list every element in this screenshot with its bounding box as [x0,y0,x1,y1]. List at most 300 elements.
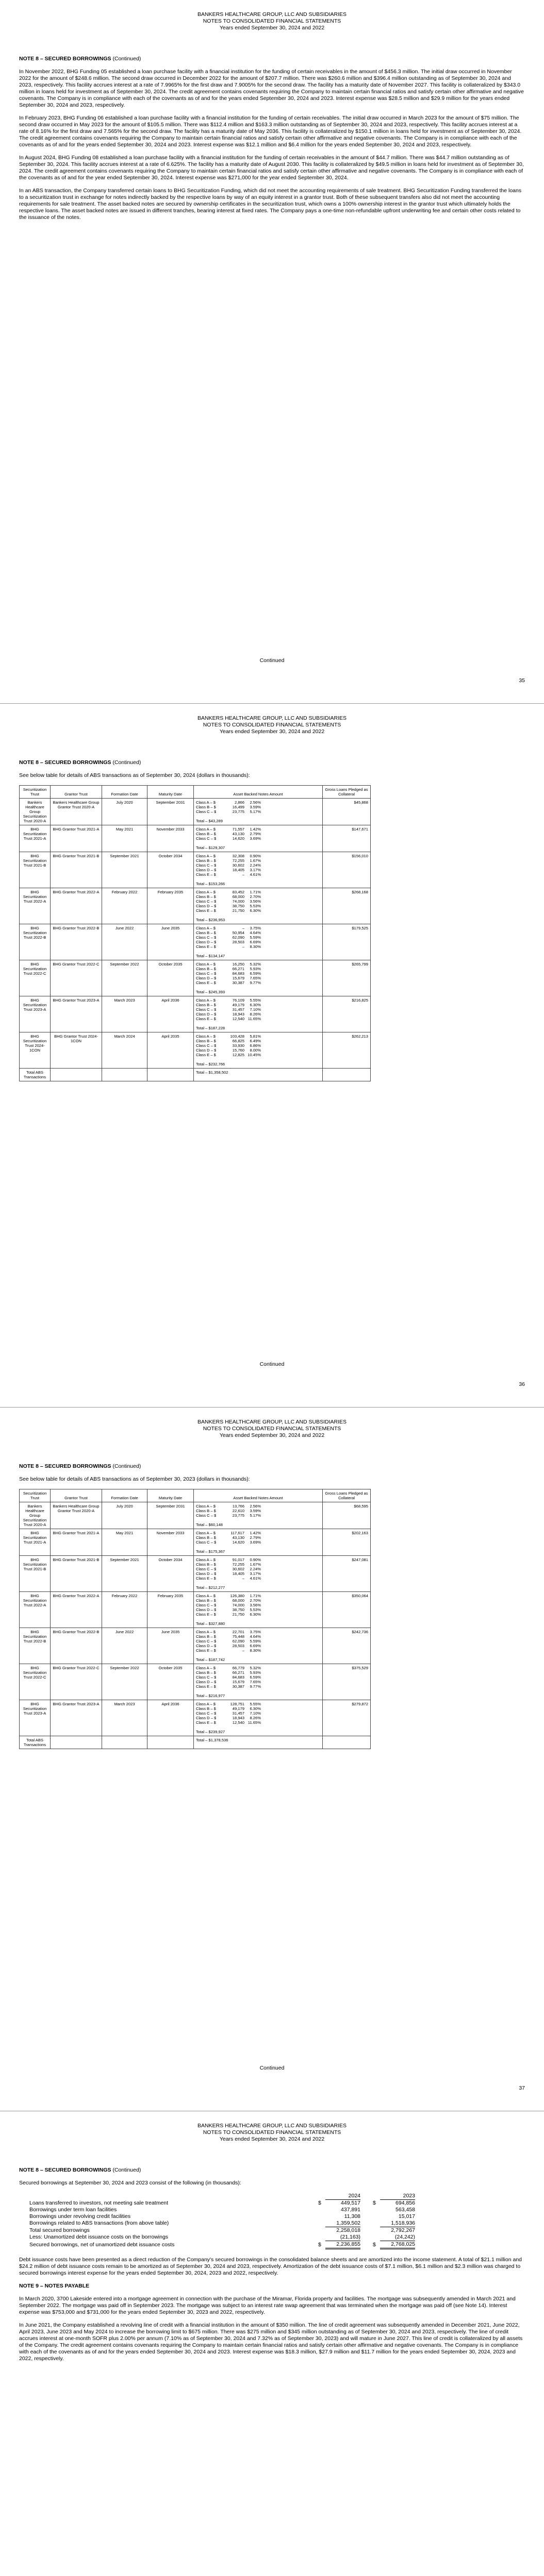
class-rate: 2.56% [250,800,261,805]
class-name: Class D – $ [196,1716,217,1720]
class-amount: 62,090 [232,935,244,940]
class-name: Class C – $ [196,899,217,904]
secured-borrowings-table [29,2193,415,2249]
class-amount: 33,930 [232,1043,244,1048]
class-line [196,1557,320,1562]
notes-amount-cell [194,852,323,888]
empty-cell [323,1736,371,1749]
class-amount: 21,750 [232,908,244,913]
note-title: NOTE 8 – SECURED BORROWINGS (Continued) [19,1463,141,1469]
class-name: Class B – $ [196,1670,216,1675]
pledged-collateral-cell: $179,525 [323,924,371,960]
securitization-trust-cell: BHG Securitization Trust 2022-C [20,1664,51,1700]
securitization-trust-cell: BHG Securitization Trust 2022-B [20,924,51,960]
class-rate: 6.49% [250,1039,261,1043]
class-rate: 11.65% [248,1720,261,1725]
class-line [196,1607,320,1612]
class-name: Class C – $ [196,1513,217,1518]
grantor-trust-cell: Bankers Healthcare Group Grantor Trust 2020-A [51,799,102,825]
securitization-trust-cell: BHG Securitization Trust 2021-A [20,1529,51,1556]
class-rate: 6.30% [250,908,261,913]
class-line [196,930,320,935]
class-amount: 15,760 [232,1048,244,1053]
row-label: Total secured borrowings [29,2227,90,2233]
paragraph: Debt issuance costs have been presented as a direct reduction of the Company's secured borrowings in the consolidated balance sheets and are amortized into the income statement. A total of $21.1 million and $24.2 million of debt issuance costs remain to be amortized as of September 30, 2024 and 2023, respectively. Amortization of the debt issuance costs of $7.1 million, $6.1 million and $2.3 million was charged to secured borrowings interest expense for the years ended September 30, 2024, 2023 and 2022, respectively. [19,2257,522,2276]
class-line [196,1603,320,1607]
table-row [20,1502,371,1529]
class-line [196,1007,320,1012]
class-amount: 66,271 [232,967,244,971]
currency-symbol: $ [318,2241,321,2248]
formation-date-cell: March 2023 [102,996,147,1032]
class-amount: 21,750 [232,1612,244,1617]
pledged-collateral-cell: $147,671 [323,825,371,852]
notes-amount-cell [194,996,323,1032]
class-line [196,1720,320,1725]
maturity-date-cell: April 2036 [147,1700,194,1736]
notes-amount-cell [194,1628,323,1664]
class-rate: 11.65% [248,1016,261,1021]
class-rate: 1.67% [250,1562,261,1567]
year-header: 2023 [380,2193,415,2200]
class-name: Class C – $ [196,1567,217,1571]
class-rate: 1.67% [250,858,261,863]
class-line [196,1003,320,1007]
maturity-date-cell: October 2034 [147,1556,194,1592]
class-rate: 2.70% [250,894,261,899]
class-name: Class D – $ [196,1571,217,1576]
class-amount: 30,602 [232,1567,244,1571]
class-rate: 5.32% [250,1666,261,1670]
value-2024: 11,308 [344,2213,360,2219]
class-name: Class A – $ [196,854,216,858]
securitization-trust-cell: BHG Securitization Trust 2022-A [20,888,51,924]
class-line [196,1598,320,1603]
borrowings-row [29,2220,415,2227]
currency-symbol [318,2207,325,2213]
class-name: Class C – $ [196,1639,217,1643]
class-name: Class A – $ [196,1034,216,1039]
securitization-trust-cell: Bankers Healthcare Group Securitization Trust 2020-A [20,1502,51,1529]
class-name: Class B – $ [196,1598,216,1603]
abs-table-2023 [19,1489,371,1749]
paragraph: In an ABS transaction, the Company transferred certain loans to BHG Securitization Funding, which did not meet the accounting requirements of sale treatment. BHG Securitization Funding transferred the loans to a securitization trust in exchange for notes indirectly backed by the respective loans by way of an equity interest in a grantor trust. Both of these subsequent transfers also did not meet the accounting requirements for sale treatment. The asset backed notes are secured by ownership certificates in the securitization trust, which owns a 100% ownership interest in the grantor trust which ultimately holds the respective loans. The asset backed notes are issued in different tranches, bearing interest at fixed rates. The Company pays a one-time non-refundable upfront underwriting fee and certain other costs related to the issuance of the notes. [19,188,522,221]
class-amount: 18,943 [232,1012,244,1016]
company-name: BANKERS HEALTHCARE GROUP, LLC AND SUBSIDIARIES [197,11,347,18]
class-amount: 126,380 [230,1594,244,1598]
value-2024: 437,891 [341,2207,360,2213]
row-label: Borrowings under revolving credit facilities [29,2213,131,2219]
currency-symbol: $ [318,2199,321,2206]
class-line [196,1639,320,1643]
class-amount: 72,255 [232,858,244,863]
class-name: Class A – $ [196,890,216,894]
class-rate: 0.90% [250,1557,261,1562]
class-amount: 23,775 [232,1513,244,1518]
class-amount: 18,405 [232,868,244,872]
class-rate: 4.64% [250,930,261,935]
class-rate: 3.17% [250,1571,261,1576]
class-rate: 6.59% [250,971,261,976]
class-rate: 6.30% [250,1003,261,1007]
class-name: Class B – $ [196,858,216,863]
class-name: Class B – $ [196,1634,216,1639]
currency-symbol [318,2227,325,2234]
notes-amount-cell [194,960,323,996]
class-line [196,976,320,980]
value-2023: 694,856 [395,2200,415,2206]
class-name: Class D – $ [196,940,217,944]
class-amount: 72,255 [232,1562,244,1567]
grantor-trust-cell: BHG Grantor Trust 2022-B [51,1628,102,1664]
class-name: Class B – $ [196,967,216,971]
class-rate: 2.79% [250,1535,261,1540]
class-amount: 66,825 [232,1039,244,1043]
class-rate: 10.45% [248,1053,261,1057]
class-amount: 18,405 [232,1571,244,1576]
value-2023: 15,017 [398,2213,415,2219]
class-name: Class B – $ [196,1535,216,1540]
class-line [196,1562,320,1567]
value-2024: 2,236,855 [325,2241,360,2249]
class-amount: – [242,944,244,949]
pledged-collateral-cell: $268,168 [323,888,371,924]
class-line [196,962,320,967]
class-rate: 3.75% [250,926,261,930]
class-rate: 5.53% [250,1607,261,1612]
value-2024: 2,258,018 [336,2227,360,2233]
total-row [20,1069,371,1081]
class-line [196,863,320,868]
securitization-trust-cell: BHG Securitization Trust 2022-C [20,960,51,996]
class-line [196,1711,320,1716]
continued-label: Continued [259,657,285,664]
class-rate: 2.24% [250,1567,261,1571]
class-amount: 43,130 [232,832,244,836]
column-header: Gross Loans Pledged as Collateral [323,786,371,799]
spacer-cell [360,2241,373,2249]
class-line [196,1594,320,1598]
spacer-cell [360,2200,373,2207]
paragraph: In March 2020, 3700 Lakeside entered into a mortgage agreement in connection with the purchase of the Miramar, Florida property and facilities. The mortgage was subsequently amended in March 2021 and September 2022. The mortgage was paid off in September 2023. The mortgage was subject to an interest rate swap agreement that was terminated when the mortgage was paid off (see Note 14). Interest expense was $753,000 and $731,000 for the years ended September 30, 2023 and 2022, respectively. [19,2296,516,2315]
class-line [196,971,320,976]
table-header-row [20,786,371,799]
class-amount: 15,679 [232,1680,244,1684]
class-name: Class B – $ [196,1562,216,1567]
class-name: Class C – $ [196,1043,217,1048]
class-line [196,832,320,836]
class-name: Class A – $ [196,998,216,1003]
class-name: Class A – $ [196,926,216,930]
class-line [196,800,320,805]
class-rate: 0.90% [250,854,261,858]
page-number: 36 [519,1381,525,1387]
class-total: Total – $232,766 [196,1062,225,1066]
class-rate: 5.59% [250,1639,261,1643]
class-rate: 3.56% [250,899,261,904]
pledged-collateral-cell: $45,868 [323,799,371,825]
maturity-date-cell: November 2033 [147,825,194,852]
value-2023: 1,518,936 [380,2220,415,2227]
note-title: NOTE 8 – SECURED BORROWINGS (Continued) [19,759,141,766]
empty-cell [102,1736,147,1749]
class-rate: 7.10% [250,1007,261,1012]
row-label: Loans transferred to investors, not meeting sale treatment [29,2199,169,2206]
row-label: Less: Unamortized debt issuance costs on the borrowings [29,2234,169,2241]
class-amount: 30,387 [232,980,244,985]
class-name: Class A – $ [196,1557,216,1562]
class-line [196,1509,320,1513]
class-rate: 2.70% [250,1598,261,1603]
class-amount: 28,503 [232,940,244,944]
class-line [196,827,320,832]
table-intro: See below table for details of ABS transactions as of September 30, 2023 (dollars in thousands): [19,1476,250,1482]
class-name: Class A – $ [196,1594,216,1598]
class-amount: 74,000 [232,899,244,904]
class-amount: 12,825 [232,1053,244,1057]
class-name: Class C – $ [196,1675,217,1680]
class-name: Class E – $ [196,1612,216,1617]
class-rate: 1.71% [250,890,261,894]
table-row [20,996,371,1032]
table-row [20,1664,371,1700]
column-header: Formation Date [102,1489,147,1502]
class-amount: 14,620 [232,836,244,841]
grantor-trust-cell: Bankers Healthcare Group Grantor Trust 2020-A [51,1502,102,1529]
page-header [0,704,544,735]
pledged-collateral-cell: $375,529 [323,1664,371,1700]
class-total: Total – $327,880 [196,1621,225,1626]
value-2023: 2,792,267 [391,2227,415,2233]
class-name: Class C – $ [196,1603,217,1607]
notes-amount-cell [194,1032,323,1069]
class-line [196,1702,320,1706]
class-rate: 7.65% [250,1680,261,1684]
class-rate: 3.59% [250,1509,261,1513]
class-name: Class D – $ [196,904,217,908]
spacer-cell [360,2227,373,2234]
class-name: Class B – $ [196,1706,216,1711]
class-amount: 30,602 [232,863,244,868]
formation-date-cell: September 2021 [102,852,147,888]
class-rate: 2.79% [250,832,261,836]
class-rate: 6.30% [250,1706,261,1711]
securitization-trust-cell: BHG Securitization Trust 2021-B [20,1556,51,1592]
class-amount: 22,610 [232,1509,244,1513]
abs-table-2024 [19,785,371,1081]
header-subtitle: NOTES TO CONSOLIDATED FINANCIAL STATEMENTS [203,722,341,728]
class-total: Total – $187,228 [196,1026,225,1030]
empty-cell [51,1069,102,1081]
class-total: Total – $212,277 [196,1585,225,1590]
class-rate: 8.30% [250,1648,261,1653]
class-rate: 5.53% [250,904,261,908]
class-amount: 74,000 [232,1603,244,1607]
class-name: Class C – $ [196,1540,217,1545]
table-row [20,924,371,960]
class-line [196,1043,320,1048]
class-amount: 23,775 [232,809,244,814]
class-name: Class A – $ [196,1702,216,1706]
class-rate: 5.59% [250,935,261,940]
header-period: Years ended September 30, 2024 and 2022 [219,2136,325,2142]
class-amount: 49,179 [232,1706,244,1711]
class-line [196,858,320,863]
class-name: Class C – $ [196,1007,217,1012]
class-line [196,1567,320,1571]
class-amount: 16,250 [232,962,244,967]
securitization-trust-cell: BHG Securitization Trust 2024-1CON [20,1032,51,1069]
table-row [20,960,371,996]
class-amount: 84,683 [232,971,244,976]
borrowings-row [29,2200,415,2207]
maturity-date-cell: October 2035 [147,1664,194,1700]
currency-symbol [318,2220,325,2227]
currency-symbol: $ [373,2241,376,2248]
class-total: Total – $245,393 [196,990,225,994]
class-amount: 31,457 [232,1007,244,1012]
securitization-trust-cell: BHG Securitization Trust 2023-A [20,996,51,1032]
class-name: Class D – $ [196,1680,217,1684]
total-label-cell: Total ABS Transactions [20,1069,51,1081]
class-name: Class B – $ [196,805,216,809]
class-rate: 3.69% [250,836,261,841]
class-rate: 4.61% [250,872,261,877]
table-row [20,825,371,852]
securitization-trust-cell: BHG Securitization Trust 2023-A [20,1700,51,1736]
grantor-trust-cell: BHG Grantor Trust 2023-A [51,996,102,1032]
class-line [196,1504,320,1509]
class-line [196,1666,320,1670]
class-amount: 75,448 [232,1634,244,1639]
class-amount: 38,750 [232,904,244,908]
table-row [20,1700,371,1736]
paragraph: In August 2024, BHG Funding 08 established a loan purchase facility with a financial institution for the funding of certain receivables in the amount of $44.7 million. There was $44.7 million outstanding as of September 30, 2024. This facility accrues interest at a rate of 6.625%. The facility has a maturity date of August 2030. This facility is collateralized by $49.5 million in loans held for investment as of September 30, 2024. The credit agreement contains covenants requiring the Company to maintain certain financial ratios and satisfy certain other affirmative and negative covenants. The Company is in compliance with each of the covenants as of and for the year ended September 30, 2024. Interest expense was $271,000 for the year ended September 30, 2024. [19,155,524,181]
class-name: Class C – $ [196,809,217,814]
class-amount: 49,179 [232,1003,244,1007]
header-subtitle: NOTES TO CONSOLIDATED FINANCIAL STATEMENTS [203,2129,341,2136]
securitization-trust-cell: Bankers Healthcare Group Securitization Trust 2020-A [20,799,51,825]
formation-date-cell: July 2020 [102,799,147,825]
class-total: Total – $43,289 [196,819,223,823]
table-row [20,1529,371,1556]
securitization-trust-cell: BHG Securitization Trust 2021-B [20,852,51,888]
formation-date-cell: February 2022 [102,1592,147,1628]
class-rate: 3.75% [250,1630,261,1634]
table-header-row [20,1489,371,1502]
note9-title: NOTE 9 – NOTES PAYABLE [19,2283,90,2289]
class-name: Class E – $ [196,1053,216,1057]
class-total: Total – $134,147 [196,954,225,958]
class-name: Class D – $ [196,868,217,872]
class-name: Class A – $ [196,1504,216,1509]
formation-date-cell: June 2022 [102,1628,147,1664]
class-name: Class C – $ [196,1711,217,1716]
company-name: BANKERS HEALTHCARE GROUP, LLC AND SUBSIDIARIES [197,2123,347,2129]
class-rate: 6.59% [250,1675,261,1680]
maturity-date-cell: February 2035 [147,888,194,924]
class-line [196,1012,320,1016]
class-line [196,967,320,971]
class-amount: 62,090 [232,1639,244,1643]
class-line [196,836,320,841]
class-line [196,935,320,940]
class-rate: 8.30% [250,944,261,949]
class-line [196,1706,320,1711]
class-amount: 71,557 [232,827,244,832]
note-title: NOTE 8 – SECURED BORROWINGS (Continued) [19,2167,141,2173]
empty-cell [147,1069,194,1081]
column-header: Asset Backed Notes Amount [194,786,323,799]
notes-amount-cell [194,1664,323,1700]
class-total: Total – $129,307 [196,845,225,850]
total-label-cell: Total ABS Transactions [20,1736,51,1749]
class-line [196,1048,320,1053]
class-rate: 6.86% [250,1043,261,1048]
class-rate: 7.65% [250,976,261,980]
column-header: Securitization Trust [20,1489,51,1502]
class-name: Class E – $ [196,1648,216,1653]
table-row [20,799,371,825]
row-label: Borrowings under term loan facilities [29,2207,117,2213]
class-name: Class B – $ [196,1039,216,1043]
value-2024: 1,359,502 [325,2220,360,2227]
currency-symbol [373,2213,380,2220]
class-name: Class C – $ [196,863,217,868]
class-rate: 3.59% [250,805,261,809]
header-period: Years ended September 30, 2024 and 2022 [219,728,325,735]
grantor-trust-cell: BHG Grantor Trust 2024-1CON [51,1032,102,1069]
currency-symbol [318,2213,325,2220]
class-amount: 12,540 [232,1720,244,1725]
pledged-collateral-cell: $216,825 [323,996,371,1032]
currency-symbol [373,2207,380,2213]
total-row [20,1736,371,1749]
formation-date-cell: September 2022 [102,1664,147,1700]
class-line [196,1634,320,1639]
class-amount: 84,683 [232,1675,244,1680]
class-line [196,1630,320,1634]
class-amount: 38,750 [232,1607,244,1612]
class-line [196,940,320,944]
grantor-trust-cell: BHG Grantor Trust 2022-B [51,924,102,960]
class-line [196,1612,320,1617]
column-header: Maturity Date [147,1489,194,1502]
class-rate: 5.55% [250,998,261,1003]
pledged-collateral-cell: $202,163 [323,1529,371,1556]
pledged-collateral-cell: $156,010 [323,852,371,888]
formation-date-cell: May 2021 [102,1529,147,1556]
class-amount: 68,000 [232,894,244,899]
class-line [196,1680,320,1684]
notes-amount-cell [194,924,323,960]
class-rate: 4.61% [250,1576,261,1581]
class-name: Class E – $ [196,1016,216,1021]
class-rate: 3.69% [250,1540,261,1545]
class-rate: 8.00% [250,1048,261,1053]
notes-amount-cell [194,825,323,852]
class-rate: 3.17% [250,868,261,872]
grantor-trust-cell: BHG Grantor Trust 2022-C [51,960,102,996]
value-2024: 449,517 [341,2200,360,2206]
class-line [196,908,320,913]
column-header: Formation Date [102,786,147,799]
securitization-trust-cell: BHG Securitization Trust 2022-B [20,1628,51,1664]
class-rate: 6.30% [250,1612,261,1617]
maturity-date-cell: June 2035 [147,1628,194,1664]
formation-date-cell: March 2023 [102,1700,147,1736]
class-rate: 6.69% [250,940,261,944]
